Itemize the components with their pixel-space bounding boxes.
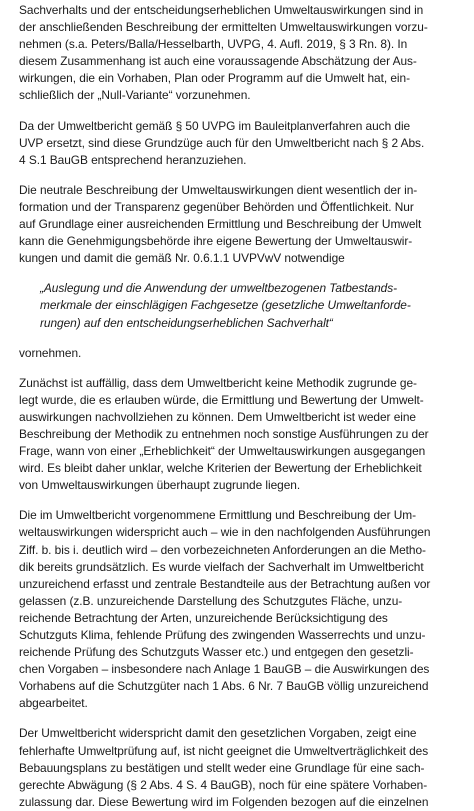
text-line: zulassung dar. Diese Bewertung wird im Folgenden bezogen auf die einzelnen	[19, 794, 429, 809]
paragraph-7	[19, 725, 460, 810]
paragraph-3	[19, 182, 460, 267]
quote-line: merkmale der einschlägigen Fachgesetze (gesetzliche Umweltanforde-	[40, 298, 411, 313]
paragraph-5	[19, 375, 460, 495]
text-line: dik bereits grundsätzlich. Es wurde vielfach der Sachverhalt im Umweltbericht	[19, 559, 424, 574]
paragraph-1	[19, 2, 460, 105]
quote-line: rungen) auf den entscheidungserheblichen Sachverhalt“	[40, 315, 333, 330]
paragraph-4	[19, 345, 460, 362]
text-line: UVP ersetzt, sind diese Grundzüge auch für den Umweltbericht nach § 2 Abs.	[19, 135, 425, 150]
text-line: Bebauungsplans zu bestätigen und stellt weder eine Grundlage für eine sach-	[19, 760, 425, 775]
text-line: auswirkungen nachvollziehen zu können. Dem Umweltbericht ist weder eine	[19, 409, 416, 424]
text-line: kungen und damit die gemäß Nr. 0.6.1.1 UVPVwV notwendige	[19, 251, 345, 266]
text-line: chen Vorgaben – insbesondere nach Anlage 1 BauGB – die Auswirkungen des	[19, 662, 430, 677]
text-line: wirkungen, die ein Vorhaben, Plan oder Programm auf die Umwelt hat, ein-	[19, 71, 410, 86]
text-line: legt wurde, die es erlauben würde, die Ermittlung und Bewertung der Umwelt-	[19, 392, 424, 407]
text-line: schließlich der „Null-Variante“ vorzunehmen.	[19, 88, 251, 103]
text-line: nehmen (s.a. Peters/Balla/Hesselbarth, UVPG, 4. Aufl. 2019, § 3 Rn. 8). In	[19, 37, 408, 52]
text-line: von Umweltauswirkungen überhaupt zugrunde liegen.	[19, 478, 301, 493]
text-line: gerechte Abwägung (§ 2 Abs. 4 S. 4 BauGB), noch für eine spätere Vorhaben-	[19, 777, 428, 792]
paragraph-6	[19, 507, 460, 712]
text-line: Frage, wann von einer „Erheblichkeit“ der Umweltauswirkungen ausgegangen	[19, 444, 426, 459]
text-line: reichende Betrachtung der Arten, unzureichende Berücksichtigung des	[19, 610, 388, 625]
text-line: Ziff. b. bis i. deutlich wird – den vorbezeichneten Anforderungen an die Metho-	[19, 542, 426, 557]
text-line: kann die Genehmigungsbehörde ihre eigene Bewertung der Umweltauswir-	[19, 234, 413, 249]
text-line: 4 S.1 BauGB entsprechend heranzuziehen.	[19, 152, 247, 167]
text-line: Der Umweltbericht widerspricht damit den gesetzlichen Vorgaben, zeigt eine	[19, 726, 417, 741]
text-line: Vorhabens auf die Schutzgüter nach 1 Abs. 6 Nr. 7 BauGB völlig unzureichend	[19, 679, 429, 694]
text-line: der anschließenden Beschreibung der ermittelten Umweltauswirkungen vorzu-	[19, 20, 428, 35]
text-line: formation und der Transparenz gegenüber Behörden und Öffentlichkeit. Nur	[19, 199, 414, 214]
text-line: wird. Es bleibt daher unklar, welche Kriterien der Bewertung der Erheblichkeit	[19, 461, 422, 476]
block-quote	[40, 280, 460, 331]
paragraph-2	[19, 118, 460, 169]
text-line: reichende Prüfung des Schutzguts Wasser etc.) und entgegen den gesetzli-	[19, 645, 414, 660]
text-line: abgearbeitet.	[19, 696, 88, 711]
text-line: weltauswirkungen widerspricht auch – wie in den nachfolgenden Ausführungen	[19, 525, 431, 540]
text-line: auf Grundlage einer ausreichenden Ermittlung und Beschreibung der Umwelt	[19, 217, 422, 232]
text-line: Die im Umweltbericht vorgenommene Ermittlung und Beschreibung der Um-	[19, 508, 417, 523]
text-line: Da der Umweltbericht gemäß § 50 UVPG im Bauleitplanverfahren auch die	[19, 118, 411, 133]
text-line: Zunächst ist auffällig, dass dem Umweltbericht keine Methodik zugrunde ge-	[19, 375, 417, 390]
text-line: diesem Zusammenhang ist auch eine voraussagende Abschätzung der Aus-	[19, 54, 417, 69]
quote-line: „Auslegung und die Anwendung der umweltbezogenen Tatbestands-	[40, 281, 398, 296]
text-line: vornehmen.	[19, 345, 82, 360]
text-line: Beschreibung der Methodik zu entnehmen noch sonstige Ausführungen zu der	[19, 426, 429, 441]
text-line: Die neutrale Beschreibung der Umweltauswirkungen dient wesentlich der in-	[19, 182, 418, 197]
text-line: unzureichend erfasst und zentrale Bestandteile aus der Betrachtung außen vor	[19, 576, 431, 591]
text-line: Sachverhalts und der entscheidungserheblichen Umweltauswirkungen sind in	[19, 3, 424, 17]
text-line: Schutzguts Klima, fehlende Prüfung des zwingenden Wasserrechts und unzu-	[19, 628, 426, 642]
text-line: fehlerhafte Umweltprüfung auf, ist nicht geeignet die Umweltverträglichkeit des	[19, 743, 429, 758]
text-line: gelassen (z.B. unzureichende Darstellung des Schutzgutes Fläche, unzu-	[19, 593, 403, 608]
